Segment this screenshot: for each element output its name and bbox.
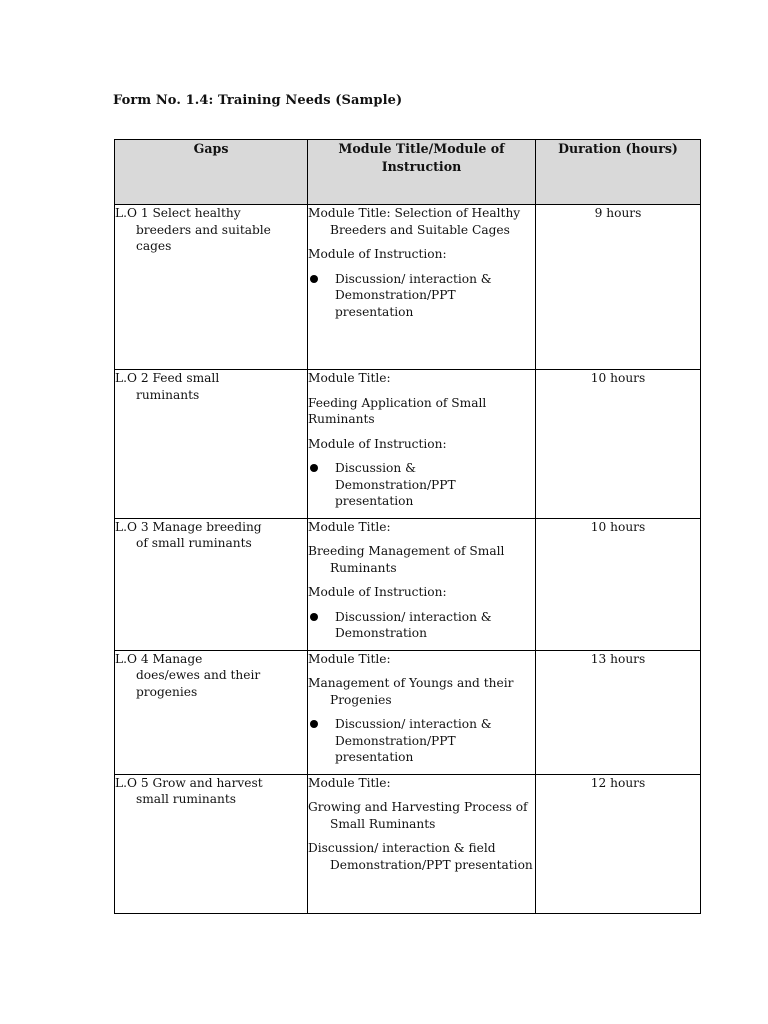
module-cell [308, 370, 536, 519]
gap-line1: L.O 5 Grow and harvest [115, 775, 263, 790]
module-instruction-label: Module of Instruction: [308, 436, 447, 451]
form-title: Form No. 1.4: Training Needs (Sample) [113, 93, 403, 108]
module-cell [308, 518, 536, 650]
duration-cell: 13 hours [536, 650, 701, 774]
module-title-text: Breeding Management of Small Ruminants [308, 544, 505, 575]
gap-continuation: breeders and suitable cages [136, 222, 271, 253]
header-duration: Duration (hours) [536, 140, 701, 205]
instruction-bullet [308, 271, 535, 321]
module-title-text: Management of Youngs and their Progenies [308, 676, 514, 707]
table-row [115, 650, 701, 774]
gap-continuation: of small ruminants [136, 536, 252, 550]
bullet-icon [310, 275, 318, 283]
module-cell [308, 650, 536, 774]
duration-cell: 12 hours [536, 774, 701, 913]
module-instruction-label: Module of Instruction: [308, 585, 447, 599]
instruction-bullet [308, 460, 535, 510]
bullet-icon [310, 720, 318, 728]
instruction-bullet [308, 609, 535, 642]
header-module-line2: Instruction [381, 159, 462, 174]
instruction-bullet-text: Discussion/ interaction & Demonstration [335, 609, 492, 640]
gap-continuation: small ruminants [136, 792, 236, 806]
bullet-icon [310, 464, 318, 472]
gap-line1: L.O 1 Select healthy [115, 206, 241, 220]
module-cell [308, 205, 536, 370]
table-row [115, 518, 701, 650]
gap-line1: L.O 4 Manage [115, 651, 203, 666]
header-module [308, 140, 536, 205]
gap-cell [115, 650, 308, 774]
gap-cell [115, 774, 308, 913]
module-title-text: Module Title: Selection of Healthy Breeders and Suitable Cages [308, 206, 521, 237]
module-title-text: Feeding Application of Small Ruminants [308, 395, 487, 426]
duration-cell: 10 hours [536, 370, 701, 519]
table-header-row [115, 140, 701, 205]
instruction-bullet [308, 716, 535, 766]
module-title-label: Module Title: [308, 651, 391, 666]
gap-line1: L.O 3 Manage breeding [115, 519, 262, 534]
module-title-label: Module Title: [308, 775, 391, 790]
duration-cell: 10 hours [536, 518, 701, 650]
table-row [115, 205, 701, 370]
table-row [115, 370, 701, 519]
bullet-icon [310, 613, 318, 621]
header-gaps: Gaps [115, 140, 308, 205]
instruction-bullet-text: Discussion/ interaction & Demonstration/PPT presentation [335, 271, 492, 319]
module-title-label: Module Title: [308, 371, 391, 385]
header-module-line1: Module Title/Module of [338, 141, 505, 156]
gap-cell [115, 370, 308, 519]
gap-cell [115, 518, 308, 650]
module-title-label: Module Title: [308, 519, 391, 534]
gap-continuation: ruminants [136, 387, 200, 402]
instruction-bullet-text: Discussion & Demonstration/PPT presentation [335, 461, 456, 508]
module-title-text: Growing and Harvesting Process of Small Ruminants [308, 800, 528, 831]
gap-line1: L.O 2 Feed small [115, 371, 220, 385]
instruction-bullet-text: Discussion/ interaction & Demonstration/PPT presentation [335, 717, 492, 764]
gap-continuation: does/ewes and their progenies [136, 668, 261, 699]
training-needs-table [114, 139, 701, 914]
module-cell [308, 774, 536, 913]
table-row [115, 774, 701, 913]
module-instruction-label: Module of Instruction: [308, 247, 447, 261]
instruction-text: Discussion/ interaction & field Demonstration/PPT presentation [308, 841, 533, 872]
gap-cell [115, 205, 308, 370]
duration-cell: 9 hours [536, 205, 701, 370]
